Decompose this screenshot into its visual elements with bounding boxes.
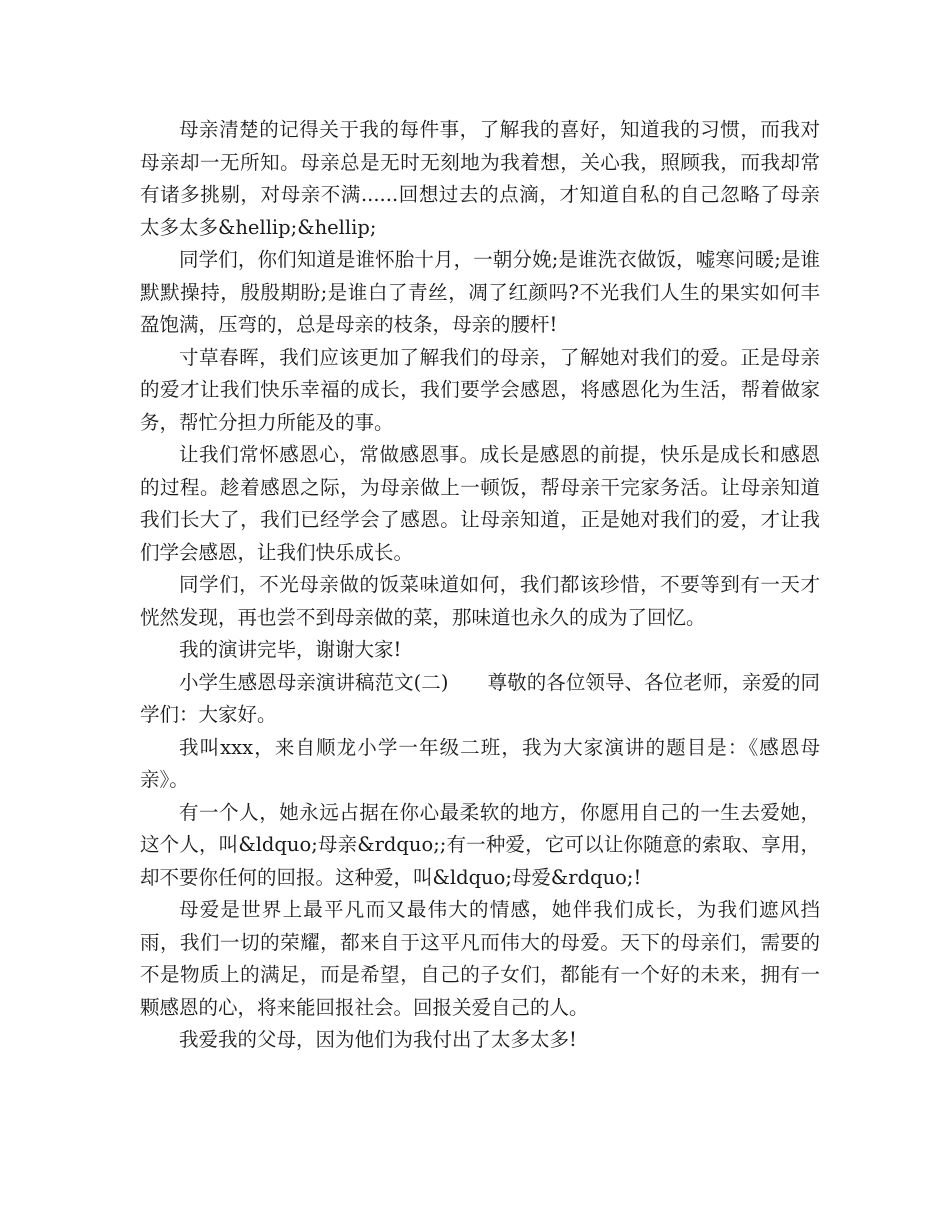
paragraph-9: 有一个人，她永远占据在你心最柔软的地方，你愿用自己的一生去爱她，这个人，叫&ldquo;母亲&rdquo;;有一种爱，它可以让你随意的索取、享用，却不要你任何的回报。这种爱，叫&ldquo;母爱&rdquo;! — [140, 800, 820, 889]
paragraph-7: 小学生感恩母亲演讲稿范文(二) 尊敬的各位领导、各位老师，亲爱的同学们：大家好。 — [140, 670, 820, 726]
paragraph-2: 同学们，你们知道是谁怀胎十月，一朝分娩;是谁洗衣做饭，嘘寒问暖;是谁默默操持，殷殷期盼;是谁白了青丝，凋了红颜吗?不光我们人生的果实如何丰盈饱满，压弯的，总是母亲的枝条，母亲的腰杆! — [140, 248, 820, 336]
paragraph-3: 寸草春晖，我们应该更加了解我们的母亲，了解她对我们的爱。正是母亲的爱才让我们快乐幸福的成长，我们要学会感恩，将感恩化为生活，帮着做家务，帮忙分担力所能及的事。 — [140, 345, 820, 434]
paragraph-11: 我爱我的父母，因为他们为我付出了太多太多! — [179, 1028, 577, 1051]
paragraph-10: 母爱是世界上最平凡而又最伟大的情感，她伴我们成长，为我们遮风挡雨，我们一切的荣耀，都来自于这平凡而伟大的母爱。天下的母亲们，需要的不是物质上的满足，而是希望，自己的子女们，都能有一个好的未来，拥有一颗感恩的心，将来能回报社会。回报关爱自己的人。 — [140, 898, 820, 1019]
paragraph-8: 我叫xxx，来自顺龙小学一年级二班，我为大家演讲的题目是：《感恩母亲》。 — [140, 735, 820, 791]
paragraph-5: 同学们，不光母亲做的饭菜味道如何，我们都该珍惜，不要等到有一天才恍然发现，再也尝不到母亲做的菜，那味道也永久的成为了回忆。 — [140, 573, 820, 629]
document-body — [140, 114, 820, 1057]
paragraph-4: 让我们常怀感恩心，常做感恩事。成长是感恩的前提，快乐是成长和感恩的过程。趁着感恩之际，为母亲做上一顿饭，帮母亲干完家务活。让母亲知道我们长大了，我们已经学会了感恩。让母亲知道，正是她对我们的爱，才让我们学会感恩，让我们快乐成长。 — [140, 443, 820, 564]
paragraph-1: 母亲清楚的记得关于我的每件事，了解我的喜好，知道我的习惯，而我对母亲却一无所知。母亲总是无时无刻地为我着想，关心我，照顾我，而我却常有诸多挑剔，对母亲不满......回想过去的点滴，才知道自私的自己忽略了母亲太多太多&hellip;&hellip; — [140, 118, 820, 239]
paragraph-6: 我的演讲完毕，谢谢大家! — [179, 638, 402, 661]
